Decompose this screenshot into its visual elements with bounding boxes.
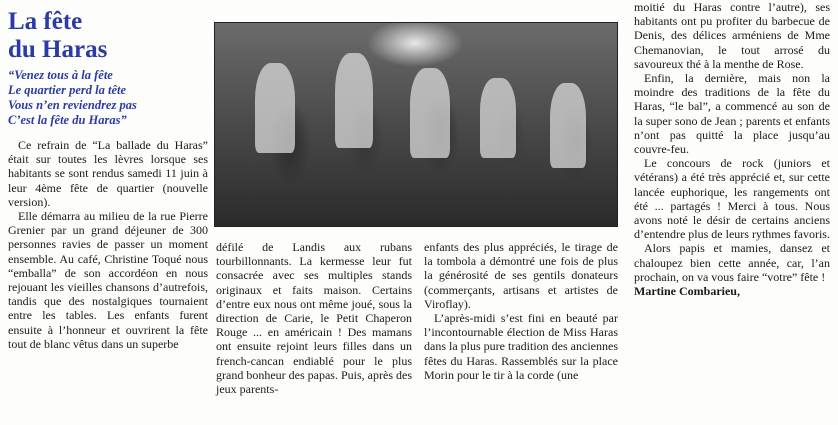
column-3 xyxy=(424,240,618,382)
paragraph: L’après-midi s’est fini en beauté par l’incontournable élection de Miss Haras dans la plus pure tradition des anciennes fêtes du Haras. Rassemblés sur la place Morin pour le tir à la corde (une xyxy=(424,311,618,382)
author-signature: Martine Combarieu, xyxy=(634,284,740,299)
column-1 xyxy=(8,0,208,351)
column-4 xyxy=(634,0,830,298)
paragraph: Enfin, la dernière, mais non la moindre des traditions de la fête du Haras, “le bal”, a commencé au son de la super sono de Jean ; parents et enfants n’ont pas quitté la place jusqu’au couvre-feu. xyxy=(634,71,830,157)
article-title: La fête du Haras xyxy=(8,8,108,63)
paragraph: Alors papis et mamies, dansez et chaloupez bien cette année, car, l’an prochain, on va vous faire “votre” fête ! xyxy=(634,241,830,284)
paragraph: enfants des plus appréciés, le tirage de la tombola a démontré une fois de plus la générosité de ses gentils donateurs (commerçants, artisans et artistes de Viroflay). xyxy=(424,240,618,311)
paragraph: Elle démarra au milieu de la rue Pierre Grenier par un grand déjeuner de 300 personnes ravies de passer un moment ensemble. Au café, Christine Toqué nous “emballa” de son accordéon en nous rejouant les vieilles chansons d’autrefois, tandis que des nostalgiques tournaient entre les tables. Les enfants furent ensuite à l’honneur et ouvrirent la fête tout de blanc vêtus dans un superbe xyxy=(8,209,208,351)
refrain-quote: “Venez tous à la fête Le quartier perd la tête Vous n’en reviendrez pas C’est la fête du Haras” xyxy=(8,68,137,127)
column-2 xyxy=(216,240,412,396)
paragraph: défilé de Landis aux rubans tourbillonnants. La kermesse leur fut consacrée avec ses multiples stands originaux et faits maison. Certains d’entre eux nous ont même joué, sous la direction de Carie, le Petit Chaperon Rouge ... en américain ! Des mamans ont ensuite rejoint leurs filles dans un french-cancan endiablé pour le plus grand bonheur des papas. Puis, après des jeux parents- xyxy=(216,240,412,397)
paragraph: moitié du Haras contre l’autre), ses habitants ont pu profiter du barbecue de Denis, des délices arméniens de Mme Chemanovian, le tout arrosé du savoureux thé à la menthe de Rose. xyxy=(634,0,830,71)
festival-dance-photo xyxy=(214,22,618,227)
paragraph: Le concours de rock (juniors et vétérans) a été très apprécié et, sur cette lancée euphorique, les rangements ont été ... partagés ! Merci à tous. Nous avons noté le désir de certains anciens d’entendre plus de leurs rythmes favoris. xyxy=(634,156,830,242)
paragraph: Ce refrain de “La ballade du Haras” était sur toutes les lèvres lorsque ses habitants se sont rendus samedi 11 juin à leur 4ème fête de quartier (nouvelle version). xyxy=(8,138,208,209)
